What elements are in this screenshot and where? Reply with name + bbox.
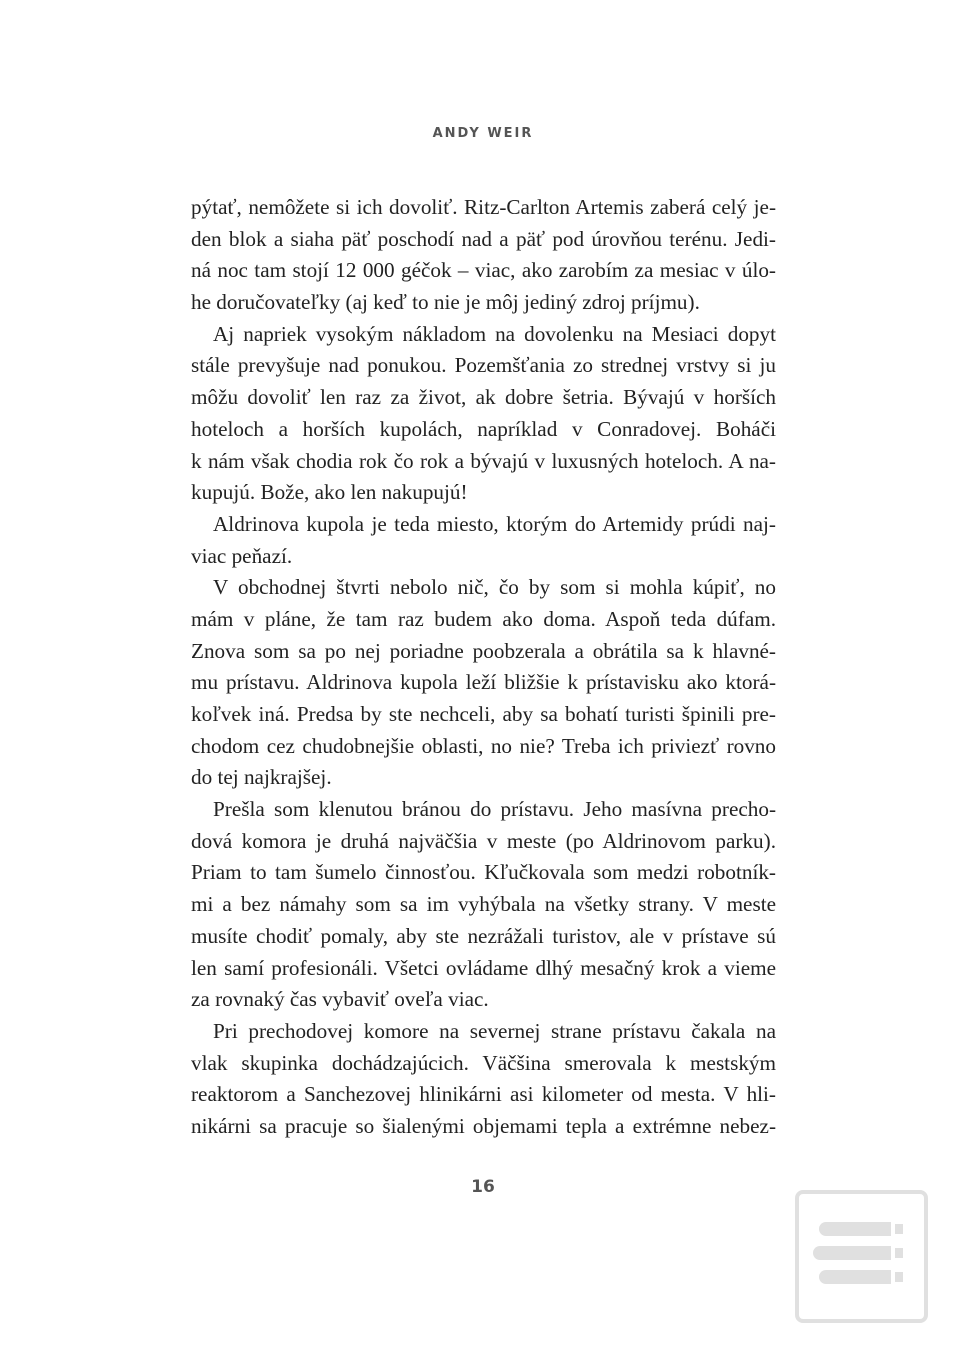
text-line: Priam to tam šumelo činnosťou. Kľučkovala som medzi robotník- xyxy=(191,860,776,885)
text-line: nikárni sa pracuje so šialenými objemami tepla a extrémne nebez- xyxy=(191,1113,776,1138)
text-line: mám v pláne, že tam raz budem ako doma. Aspoň teda dúfam. xyxy=(191,606,776,631)
text-line: Aj napriek vysokým nákladom na dovolenku na Mesiaci dopyt xyxy=(213,321,776,346)
text-line: vlak skupinka dochádzajúcich. Väčšina smerovala k mestským xyxy=(191,1050,776,1075)
text-line: stále prevyšuje nad ponukou. Pozemšťania zo strednej vrstvy si ju xyxy=(191,353,776,378)
text-line: Pri prechodovej komore na severnej strane prístavu čakala na xyxy=(213,1018,776,1043)
text-line: Znova som sa po nej poriadne poobzerala a obrátila sa k hlavné- xyxy=(191,638,776,663)
text-line: musíte chodiť pomaly, aby ste nezrážali turistov, ale v prístave sú xyxy=(191,923,776,948)
text-line: den blok a siaha päť poschodí nad a päť pod úrovňou terénu. Jedi- xyxy=(191,226,776,251)
text-line: za rovnaký čas vybaviť oveľa viac. xyxy=(191,987,489,1012)
book-stack-icon xyxy=(795,1190,928,1323)
text-line: reaktorom a Sanchezovej hlinikárni asi kilometer od mesta. V hli- xyxy=(191,1082,776,1107)
text-line: mi a bez námahy som sa im vyhýbala na všetky strany. V meste xyxy=(191,892,776,917)
text-line: môžu dovoliť len raz za život, ak dobre šetria. Bývajú v horších xyxy=(191,385,776,410)
text-line: hoteloch a horších kupolách, napríklad v Conradovej. Boháči xyxy=(191,416,776,441)
text-line: chodom cez chudobnejšie oblasti, no nie? Treba ich priviezť rovno xyxy=(191,733,776,758)
text-line: kupujú. Bože, ako len nakupujú! xyxy=(191,480,468,505)
text-line: Prešla som klenutou bránou do prístavu. Jeho masívna precho- xyxy=(213,797,776,822)
text-line: k nám však chodia rok čo rok a bývajú v luxusných hoteloch. A na- xyxy=(191,448,776,473)
body-text xyxy=(191,192,776,1143)
text-line: do tej najkrajšej. xyxy=(191,765,332,790)
text-line: viac peňazí. xyxy=(191,543,293,568)
text-line: V obchodnej štvrti nebolo nič, čo by som si mohla kúpiť, no xyxy=(213,575,776,600)
text-line: koľvek iná. Predsa by ste nechceli, aby sa bohatí turisti špinili pre- xyxy=(191,702,776,726)
running-head: ANDY WEIR xyxy=(432,126,534,141)
text-line: ná noc tam stojí 12 000 géčok – viac, ako zarobím za mesiac v úlo- xyxy=(191,258,776,283)
text-line: mu prístavu. Aldrinova kupola leží bližšie k prístavisku ako ktorá- xyxy=(191,670,776,695)
text-line: dová komora je druhá najväčšia v meste (po Aldrinovom parku). xyxy=(191,828,776,853)
text-line: pýtať, nemôžete si ich dovoliť. Ritz-Carlton Artemis zaberá celý je- xyxy=(191,195,776,219)
text-line: he doručovateľky (aj keď to nie je môj jediný zdroj príjmu). xyxy=(191,290,700,315)
page-number: 16 xyxy=(471,1177,495,1197)
text-line: len samí profesionáli. Všetci ovládame dlhý mesačný krok a vieme xyxy=(191,955,776,980)
text-line: Aldrinova kupola je teda miesto, ktorým do Artemidy prúdi naj- xyxy=(213,511,776,536)
